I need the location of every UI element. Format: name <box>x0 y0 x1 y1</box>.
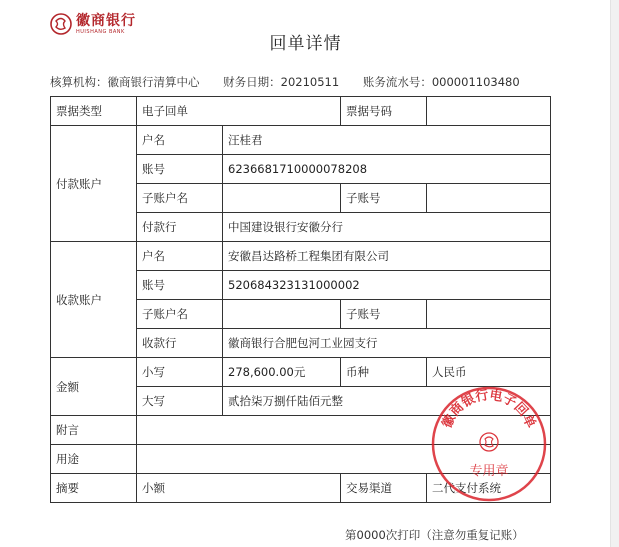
note-label: 附言 <box>51 416 137 445</box>
payee-account-label: 账号 <box>137 271 223 300</box>
stamp-bottom-text: 专用章 <box>469 464 509 479</box>
amount-small-value: 278,600.00元 <box>223 358 341 387</box>
channel-label: 交易渠道 <box>341 474 427 503</box>
receipt-table <box>50 96 551 503</box>
ticket-type-value: 电子回单 <box>137 97 341 126</box>
payer-bank-value: 中国建设银行安徽分行 <box>223 213 551 242</box>
payee-bank-value: 徽商银行合肥包河工业园支行 <box>223 329 551 358</box>
payee-sub-name-value <box>223 300 341 329</box>
note-value <box>137 416 551 445</box>
serial-number-text: 账务流水号：000001103480 <box>362 75 520 89</box>
ticket-number-value <box>427 97 551 126</box>
payer-name-label: 户名 <box>137 126 223 155</box>
amount-section-label: 金额 <box>51 358 137 416</box>
payee-bank-label: 收款行 <box>137 329 223 358</box>
payee-section-label: 收款账户 <box>51 242 137 358</box>
summary-value: 小额 <box>137 474 341 503</box>
finance-date-text: 财务日期：20210511 <box>223 75 340 89</box>
payer-sub-account-value <box>427 184 551 213</box>
table-row <box>51 358 551 387</box>
payer-bank-label: 付款行 <box>137 213 223 242</box>
payee-name-label: 户名 <box>137 242 223 271</box>
payee-account-value: 520684323131000002 <box>223 271 551 300</box>
payer-sub-name-value <box>223 184 341 213</box>
payee-name-value: 安徽昌达路桥工程集团有限公司 <box>223 242 551 271</box>
table-row <box>51 97 551 126</box>
purpose-value <box>137 445 551 474</box>
amount-big-value: 贰拾柒万捌仟陆佰元整 <box>223 387 551 416</box>
payer-name-value: 汪桂君 <box>223 126 551 155</box>
institution-text: 核算机构：徽商银行清算中心 <box>50 75 200 89</box>
amount-big-label: 大写 <box>137 387 223 416</box>
stamp-arc-text: 徽商银行电子回单 <box>439 388 539 431</box>
currency-label: 币种 <box>341 358 427 387</box>
table-row <box>51 445 551 474</box>
bank-name-en: HUISHANG BANK <box>76 28 125 35</box>
currency-value: 人民币 <box>427 358 551 387</box>
payer-section-label: 付款账户 <box>51 126 137 242</box>
payee-sub-account-value <box>427 300 551 329</box>
amount-small-label: 小写 <box>137 358 223 387</box>
payee-sub-account-label: 子账号 <box>341 300 427 329</box>
page-title: 回单详情 <box>269 34 342 54</box>
vertical-scrollbar[interactable] <box>610 0 619 547</box>
table-row <box>51 126 551 155</box>
receipt-meta <box>50 74 520 90</box>
ticket-number-label: 票据号码 <box>341 97 427 126</box>
ticket-type-label: 票据类型 <box>51 97 137 126</box>
bank-name-cn: 徽商银行 <box>76 12 136 29</box>
purpose-label: 用途 <box>51 445 137 474</box>
summary-label: 摘要 <box>51 474 137 503</box>
table-row <box>51 242 551 271</box>
payer-sub-account-label: 子账号 <box>341 184 427 213</box>
payee-sub-name-label: 子账户名 <box>137 300 223 329</box>
payer-account-label: 账号 <box>137 155 223 184</box>
payer-sub-name-label: 子账户名 <box>137 184 223 213</box>
channel-value: 二代支付系统 <box>427 474 551 503</box>
print-notice: 第0000次打印（注意勿重复记账） <box>345 528 524 542</box>
payer-account-value: 6236681710000078208 <box>223 155 551 184</box>
table-row <box>51 416 551 445</box>
table-row <box>51 474 551 503</box>
